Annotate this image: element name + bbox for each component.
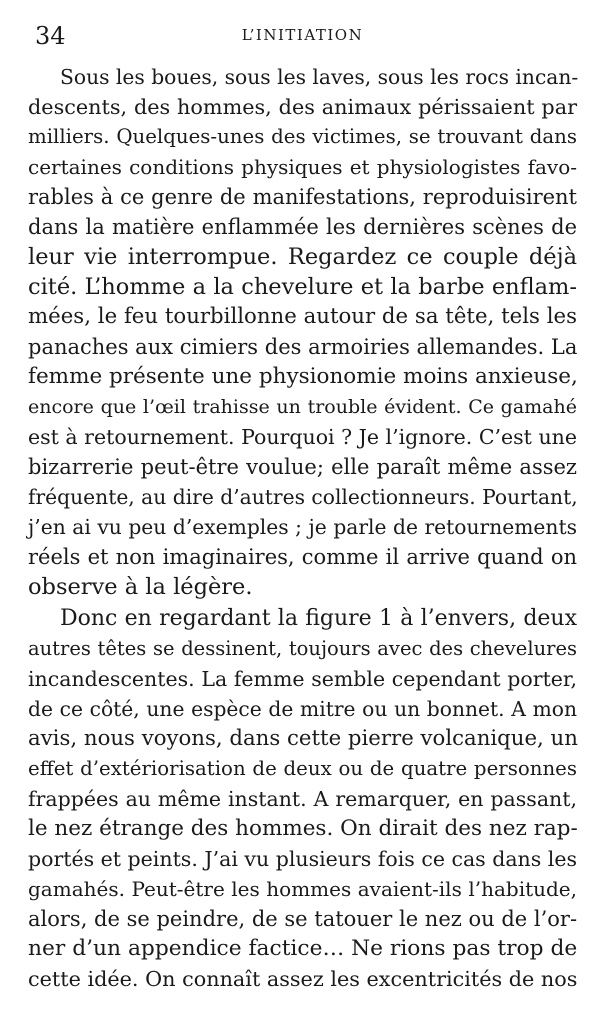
text-line: encore que l’œil trahisse un trouble évident. Ce gamahé	[28, 396, 577, 418]
running-title: L’INITIATION	[241, 26, 364, 44]
text-line: cité. L’homme a la chevelure et la barbe enflam-	[28, 274, 577, 300]
text-line: cette idée. On connaît assez les excentricités de nos	[28, 967, 578, 991]
text-line: est à retournement. Pourquoi ? Je l’ignore. C’est une	[28, 425, 577, 449]
text-line: réels et non imaginaires, comme il arrive quand on	[28, 545, 577, 569]
text-line: observe à la légère.	[28, 574, 253, 600]
text-line: de ce côté, une espèce de mitre ou un bonnet. A mon	[28, 697, 577, 721]
text-line: milliers. Quelques-unes des victimes, se trouvant dans	[28, 125, 577, 148]
text-line: frappées au même instant. A remarquer, en passant,	[28, 787, 577, 811]
text-line: Donc en regardant la figure 1 à l’envers, deux	[60, 606, 577, 631]
text-line: avis, nous voyons, dans cette pierre volcanique, un	[28, 726, 578, 751]
text-line: effet d’extériorisation de deux ou de quatre personnes	[28, 757, 577, 780]
text-line: fréquente, au dire d’autres collectionneurs. Pourtant,	[28, 485, 578, 509]
text-line: rables à ce genre de manifestations, reproduisirent	[28, 185, 577, 209]
text-line: Sous les boues, sous les laves, sous les rocs incan-	[60, 65, 579, 89]
text-line: incandescentes. La femme semble cependant porter,	[28, 667, 577, 691]
text-line: le nez étrange des hommes. On dirait des nez rap-	[28, 816, 578, 841]
text-line: leur vie interrompue. Regardez ce couple déjà	[28, 244, 577, 270]
text-line: panaches aux cimiers des armoiries allemandes. La	[28, 335, 578, 359]
text-line: bizarrerie peut-être voulue; elle paraît même assez	[28, 455, 577, 479]
text-line: certaines conditions physiques et physiologistes favo-	[28, 155, 577, 179]
text-line: portés et peints. J’ai vu plusieurs fois ce cas dans les	[28, 847, 578, 871]
text-line: gamahés. Peut-être les hommes avaient-ils l’habitude,	[28, 877, 577, 901]
text-line: ner d’un appendice factice… Ne rions pas trop de	[28, 936, 578, 961]
text-line: j’en ai vu peu d’exemples ; je parle de retournements	[28, 515, 577, 539]
text-line: dans la matière enflammée les dernières scènes de	[28, 215, 577, 239]
page-number: 34	[35, 22, 66, 50]
text-line: autres têtes se dessinent, toujours avec des chevelures	[28, 637, 577, 660]
text-line: alors, de se peindre, de se tatouer le nez ou de l’or-	[28, 907, 578, 931]
text-line: descents, des hommes, des animaux périssaient par	[28, 95, 577, 119]
text-line: mées, le feu tourbillonne autour de sa tête, tels les	[28, 304, 577, 329]
text-line: femme présente une physionomie moins anxieuse,	[28, 364, 578, 389]
